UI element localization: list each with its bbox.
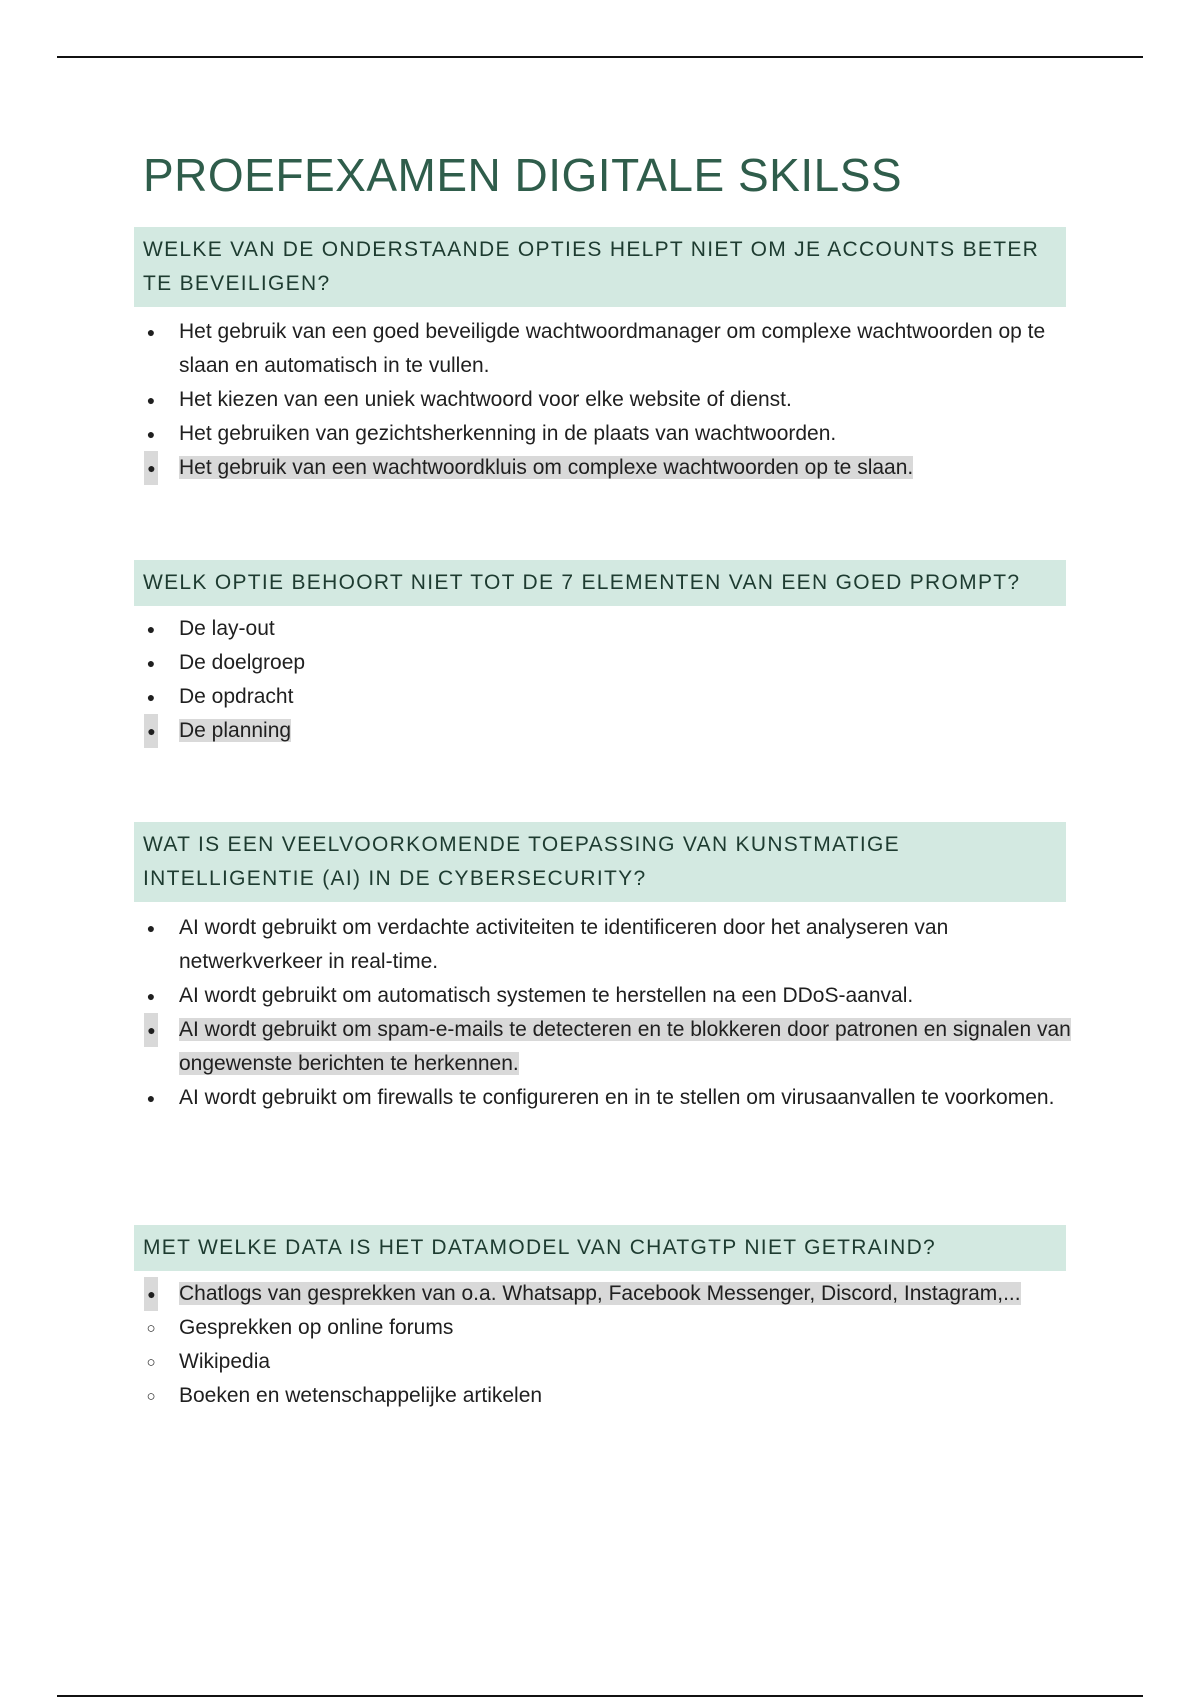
option-text: AI wordt gebruikt om firewalls te configureren en in te stellen om virusaanvallen te voorkomen. bbox=[179, 1086, 1055, 1109]
bullet-icon bbox=[144, 1013, 158, 1047]
bullet-icon bbox=[144, 383, 158, 417]
option-item[interactable] bbox=[143, 979, 1073, 1013]
option-text: De doelgroep bbox=[179, 651, 306, 674]
question-3-heading: WAT IS EEN VEELVOORKOMENDE TOEPASSING VAN KUNSTMATIGE INTELLIGENTIE (AI) IN DE CYBERSECURITY? bbox=[134, 822, 1066, 902]
option-item[interactable] bbox=[143, 911, 1073, 979]
option-text: De planning bbox=[179, 719, 292, 742]
option-text: Chatlogs van gesprekken van o.a. Whatsapp, Facebook Messenger, Discord, Instagram,... bbox=[179, 1282, 1021, 1305]
option-text: De lay-out bbox=[179, 617, 275, 640]
option-text: AI wordt gebruikt om automatisch systemen te herstellen na een DDoS-aanval. bbox=[179, 984, 914, 1007]
bullet-icon bbox=[144, 1277, 158, 1311]
option-item[interactable] bbox=[143, 646, 1073, 680]
option-text: De opdracht bbox=[179, 685, 294, 708]
option-text: Het gebruik van een wachtwoordkluis om complexe wachtwoorden op te slaan. bbox=[179, 456, 914, 479]
option-item[interactable] bbox=[143, 383, 1073, 417]
option-item-highlighted[interactable] bbox=[143, 451, 1073, 485]
option-item[interactable] bbox=[143, 1379, 1073, 1413]
bottom-rule bbox=[57, 1695, 1143, 1697]
bullet-icon bbox=[144, 1081, 158, 1115]
option-text: Het gebruik van een goed beveiligde wachtwoordmanager om complexe wachtwoorden op te slaan en automatisch in te vullen. bbox=[179, 320, 1046, 377]
question-1-options bbox=[143, 315, 1073, 485]
option-item[interactable] bbox=[143, 1345, 1073, 1379]
option-item-highlighted[interactable] bbox=[143, 714, 1073, 748]
circle-bullet-icon bbox=[144, 1345, 158, 1380]
option-text: Wikipedia bbox=[179, 1350, 271, 1373]
option-item-highlighted[interactable] bbox=[143, 1013, 1073, 1081]
option-text: AI wordt gebruikt om verdachte activiteiten te identificeren door het analyseren van netwerkverkeer in real-time. bbox=[179, 916, 949, 973]
circle-bullet-icon bbox=[144, 1379, 158, 1414]
bullet-icon bbox=[144, 646, 158, 680]
option-item[interactable] bbox=[143, 1081, 1073, 1115]
bullet-icon bbox=[144, 315, 158, 349]
option-item[interactable] bbox=[143, 315, 1073, 383]
option-text: Het gebruiken van gezichtsherkenning in de plaats van wachtwoorden. bbox=[179, 422, 837, 445]
option-text: AI wordt gebruikt om spam-e-mails te detecteren en te blokkeren door patronen en signalen van ongewenste berichten te herkennen. bbox=[179, 1018, 1071, 1075]
question-3-options bbox=[143, 911, 1073, 1115]
option-item[interactable] bbox=[143, 1311, 1073, 1345]
top-rule bbox=[57, 56, 1143, 58]
circle-bullet-icon bbox=[144, 1311, 158, 1346]
question-4-heading: MET WELKE DATA IS HET DATAMODEL VAN CHATGTP NIET GETRAIND? bbox=[134, 1225, 1066, 1271]
bullet-icon bbox=[144, 612, 158, 646]
option-text: Gesprekken op online forums bbox=[179, 1316, 454, 1339]
option-item[interactable] bbox=[143, 612, 1073, 646]
bullet-icon bbox=[144, 911, 158, 945]
bullet-icon bbox=[144, 979, 158, 1013]
bullet-icon bbox=[144, 417, 158, 451]
option-item[interactable] bbox=[143, 417, 1073, 451]
option-text: Boeken en wetenschappelijke artikelen bbox=[179, 1384, 543, 1407]
question-4-options bbox=[143, 1277, 1073, 1413]
option-item[interactable] bbox=[143, 680, 1073, 714]
page-title: PROEFEXAMEN DIGITALE SKILSS bbox=[143, 149, 903, 201]
question-2-options bbox=[143, 612, 1073, 748]
option-text: Het kiezen van een uniek wachtwoord voor elke website of dienst. bbox=[179, 388, 792, 411]
option-item-highlighted[interactable] bbox=[143, 1277, 1073, 1311]
bullet-icon bbox=[144, 680, 158, 714]
question-2-heading: WELK OPTIE BEHOORT NIET TOT DE 7 ELEMENTEN VAN EEN GOED PROMPT? bbox=[134, 560, 1066, 606]
bullet-icon bbox=[144, 714, 158, 748]
question-1-heading: WELKE VAN DE ONDERSTAANDE OPTIES HELPT NIET OM JE ACCOUNTS BETER TE BEVEILIGEN? bbox=[134, 227, 1066, 307]
bullet-icon bbox=[144, 451, 158, 485]
